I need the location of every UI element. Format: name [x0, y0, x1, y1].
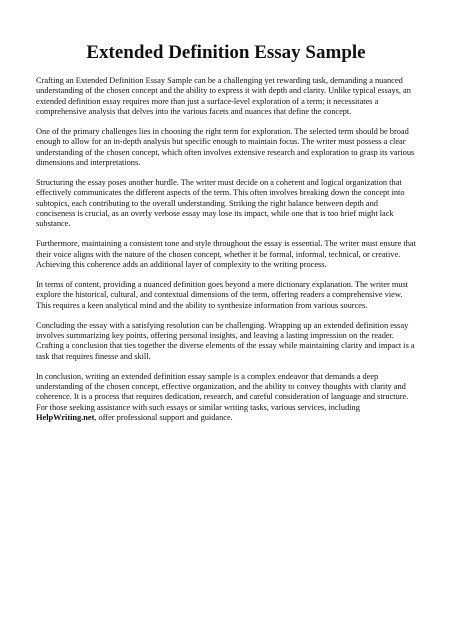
conclusion-text-after-link: , offer professional support and guidance.	[94, 412, 233, 422]
document-title: Extended Definition Essay Sample	[86, 42, 366, 63]
paragraph-tone-style: Furthermore, maintaining a consistent tone and style throughout the essay is essential. The writer must ensure that their voice aligns with the nature of the chosen concept, whether it be formal, informal, technical, or creative. Achieving this coherence adds an additional layer of complexity to the writing process.	[36, 239, 416, 269]
paragraph-intro: Crafting an Extended Definition Essay Sample can be a challenging yet rewarding task, demanding a nuanced understanding of the chosen concept and the ability to express it with depth and clarity. Unlike typical essays, an extended definition essay requires more than just a surface-level exploration of a term; it necessitates a comprehensive analysis that delves into the various facets and nuances that define the concept.	[36, 76, 411, 116]
paragraph-concluding: Concluding the essay with a satisfying resolution can be challenging. Wrapping up an extended definition essay involves summarizing key points, offering personal insights, and leaving a lasting impression on the reader. Crafting a conclusion that ties together the diverse elements of the essay while maintaining clarity and impact is a task that requires finesse and skill.	[36, 320, 415, 361]
document-body	[36, 76, 418, 434]
paragraph-content: In terms of content, providing a nuanced definition goes beyond a mere dictionary explanation. The writer must explore the historical, cultural, and contextual dimensions of the term, offering readers a comprehensive view. This requires a keen analytical mind and the ability to synthesize information from various sources.	[36, 280, 409, 310]
paragraph-structuring: Structuring the essay poses another hurdle. The writer must decide on a coherent and logical organization that effectively communicates the different aspects of the term. This often involves breaking down the concept into subtopics, each contributing to the overall understanding. Striking the right balance between depth and conciseness is crucial, as an overly verbose essay may lose its impact, while one that is too brief might lack substance.	[36, 178, 405, 228]
paragraph-conclusion	[36, 372, 418, 423]
helpwriting-link[interactable]: HelpWriting.net	[36, 412, 95, 422]
conclusion-text-before-link: In conclusion, writing an extended definition essay sample is a complex endeavor that demands a deep understanding of the chosen concept, effective organization, and the ability to convey thoughts with clarity and coherence. It is a process that requires dedication, research, and careful consideration of language and structure. For those seeking assistance with such essays or similar writing tasks, various services, including	[36, 371, 409, 412]
paragraph-choosing-term: One of the primary challenges lies in choosing the right term for exploration. The selected term should be broad enough to allow for an in-depth analysis but specific enough to maintain focus. The writer must possess a clear understanding of the chosen concept, which often involves extensive research and exploration to grasp its various dimensions and interpretations.	[36, 127, 415, 167]
